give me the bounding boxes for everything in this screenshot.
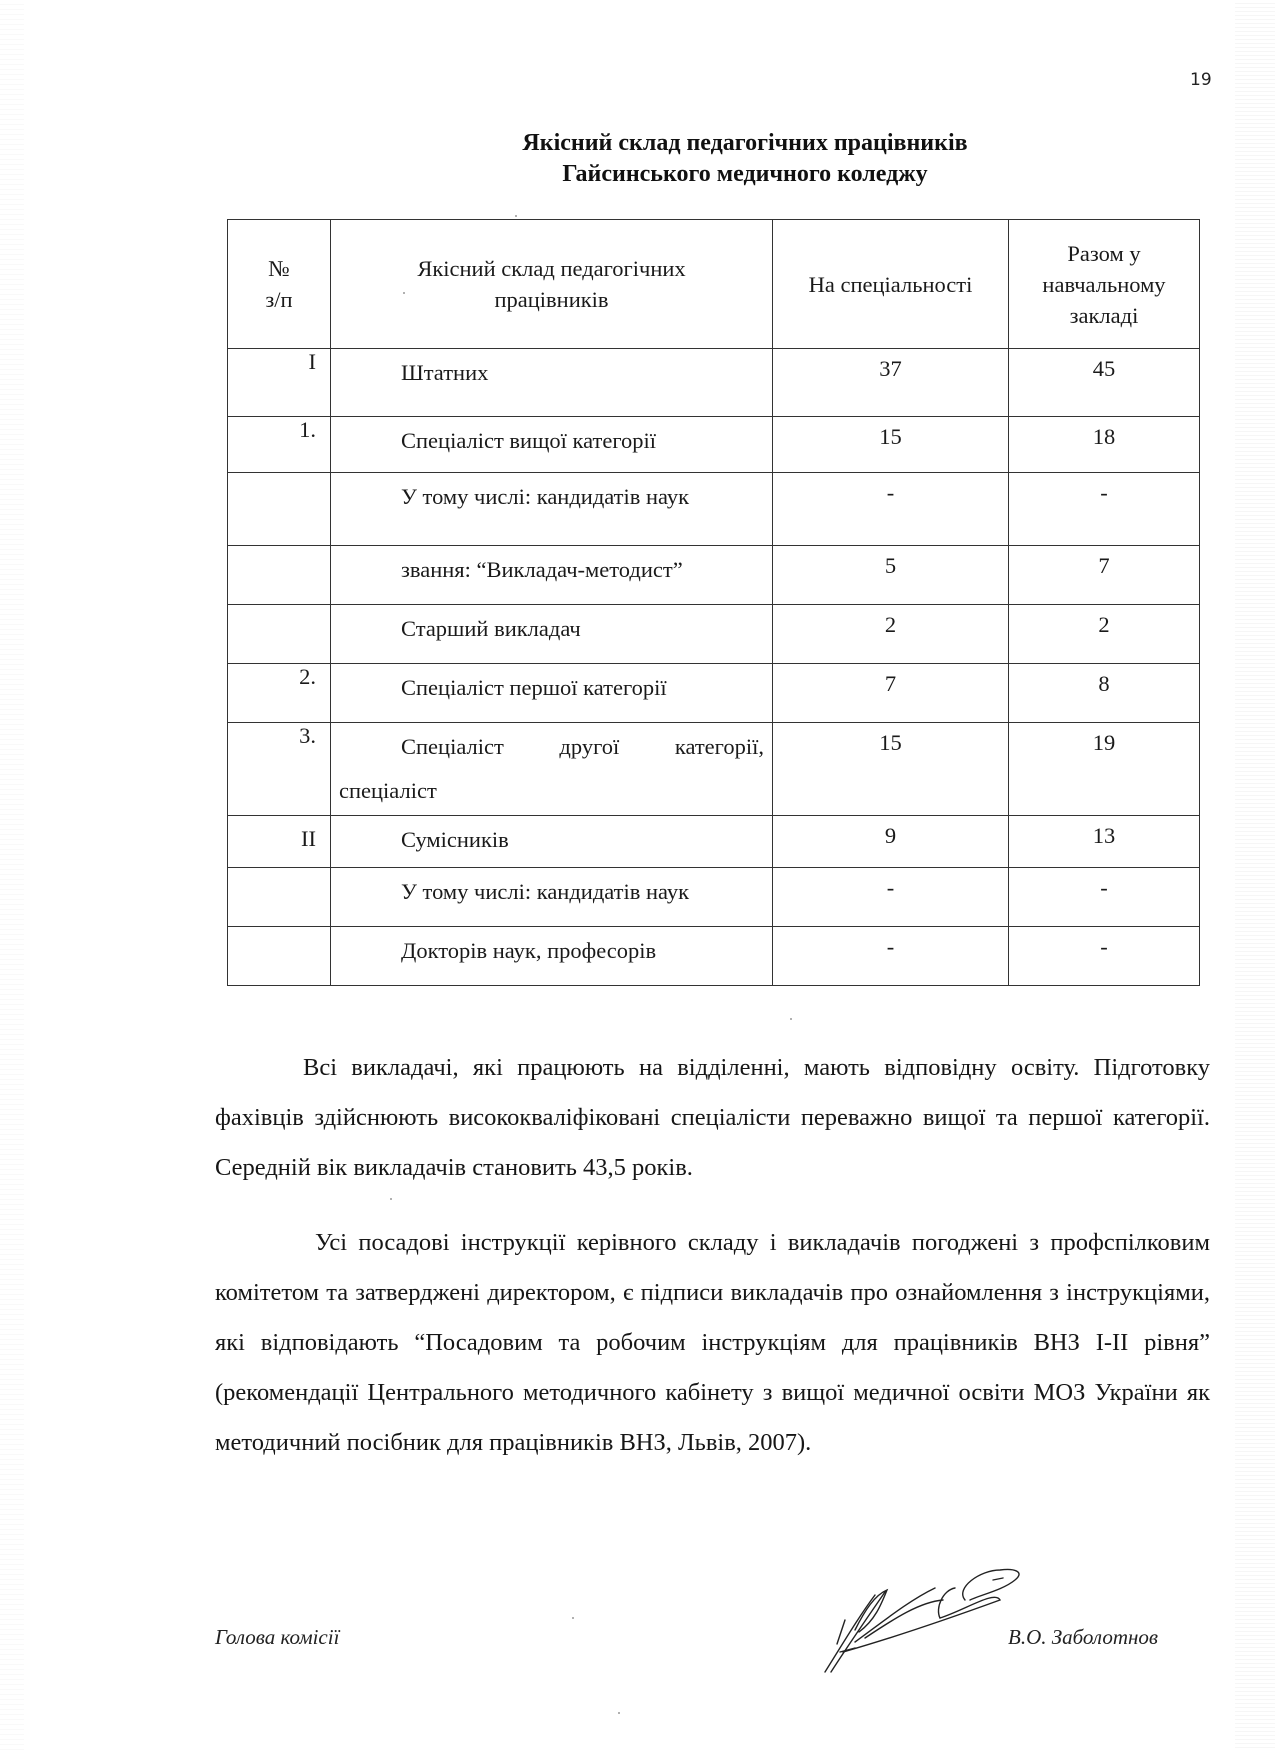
handwritten-signature-icon <box>815 1560 1055 1680</box>
header-category: Якісний склад педагогічних працівників <box>331 220 773 349</box>
row-specialty-value: 7 <box>773 664 1009 723</box>
row-specialty-value: - <box>773 868 1009 927</box>
table-row <box>228 723 1200 816</box>
scan-speck <box>572 1617 574 1619</box>
title-line-2: Гайсинського медичного коледжу <box>562 161 928 187</box>
row-label-line-2: спеціаліст <box>339 778 437 803</box>
row-label: Спеціаліст вищої категорії <box>331 417 773 473</box>
row-total-value: 18 <box>1009 417 1200 473</box>
scan-artifact-right <box>1235 0 1275 1751</box>
table-row <box>228 605 1200 664</box>
row-total-value: 2 <box>1009 605 1200 664</box>
row-number <box>228 473 331 546</box>
row-number <box>228 868 331 927</box>
row-total-value: - <box>1009 473 1200 546</box>
row-label: У тому числі: кандидатів наук <box>331 473 773 546</box>
header-specialty: На спеціальності <box>773 220 1009 349</box>
row-specialty-value: - <box>773 927 1009 986</box>
row-label: Докторів наук, професорів <box>331 927 773 986</box>
table-row <box>228 417 1200 473</box>
row-specialty-value: 9 <box>773 816 1009 868</box>
scan-speck <box>403 292 405 294</box>
row-number: 2. <box>228 664 331 723</box>
signatory-name: В.О. Заболотнов <box>1008 1625 1159 1649</box>
row-specialty-value: 15 <box>773 417 1009 473</box>
row-label-line-1: Спеціаліст другої категорії, <box>401 734 764 759</box>
row-total-value: 7 <box>1009 546 1200 605</box>
title-line-1: Якісний склад педагогічних працівників <box>522 130 968 156</box>
row-total-value: 13 <box>1009 816 1200 868</box>
scan-speck <box>390 1198 392 1200</box>
row-specialty-value: 15 <box>773 723 1009 816</box>
row-number: 1. <box>228 417 331 473</box>
staff-composition-table <box>227 219 1200 986</box>
table-row <box>228 473 1200 546</box>
row-label: звання: “Викладач-методист” <box>331 546 773 605</box>
row-number <box>228 927 331 986</box>
header-number: № з/п <box>228 220 331 349</box>
paragraph-staff-education: Всі викладачі, які працюють на відділенні, мають відповідну освіту. Підготовку фахівців здійснюють висококваліфіковані спеціалісти переважно вищої та першої категорії. Середній вік викладачів становить 43,5 років. <box>215 1054 1210 1181</box>
page-number: 19 <box>1190 70 1212 90</box>
row-label <box>331 723 773 816</box>
table-row <box>228 927 1200 986</box>
row-label: Старший викладач <box>331 605 773 664</box>
table-row <box>228 816 1200 868</box>
scan-speck <box>618 1712 620 1714</box>
scan-artifact-left <box>0 0 24 1751</box>
row-specialty-value: 2 <box>773 605 1009 664</box>
row-number: I <box>228 349 331 417</box>
row-label: Спеціаліст першої категорії <box>331 664 773 723</box>
table-header-row <box>228 220 1200 349</box>
table-row <box>228 349 1200 417</box>
scan-speck <box>515 215 517 217</box>
document-title <box>480 128 1010 190</box>
signature-role: Голова комісії <box>215 1625 340 1649</box>
header-total: Разом у навчальному закладі <box>1009 220 1200 349</box>
table-row <box>228 546 1200 605</box>
row-number <box>228 605 331 664</box>
row-total-value: - <box>1009 927 1200 986</box>
scan-speck <box>790 1018 792 1020</box>
row-specialty-value: 5 <box>773 546 1009 605</box>
row-number: 3. <box>228 723 331 816</box>
row-total-value: - <box>1009 868 1200 927</box>
row-number: II <box>228 816 331 868</box>
row-specialty-value: - <box>773 473 1009 546</box>
row-specialty-value: 37 <box>773 349 1009 417</box>
row-label: Штатних <box>331 349 773 417</box>
row-label: У тому числі: кандидатів наук <box>331 868 773 927</box>
row-label: Сумісників <box>331 816 773 868</box>
row-total-value: 8 <box>1009 664 1200 723</box>
table-row <box>228 664 1200 723</box>
row-number <box>228 546 331 605</box>
row-total-value: 19 <box>1009 723 1200 816</box>
table-row <box>228 868 1200 927</box>
row-total-value: 45 <box>1009 349 1200 417</box>
paragraph-job-instructions: Усі посадові інструкції керівного складу і викладачів погоджені з профспілковим комітетом та затверджені директором, є підписи викладачів про ознайомлення з інструкціями, які відповідають “Посадовим та робочим інструкціям для працівників ВНЗ I-II рівня” (рекомендації Центрального методичного кабінету з вищої медичної освіти МОЗ України як методичний посібник для працівників ВНЗ, Львів, 2007). <box>215 1229 1210 1456</box>
